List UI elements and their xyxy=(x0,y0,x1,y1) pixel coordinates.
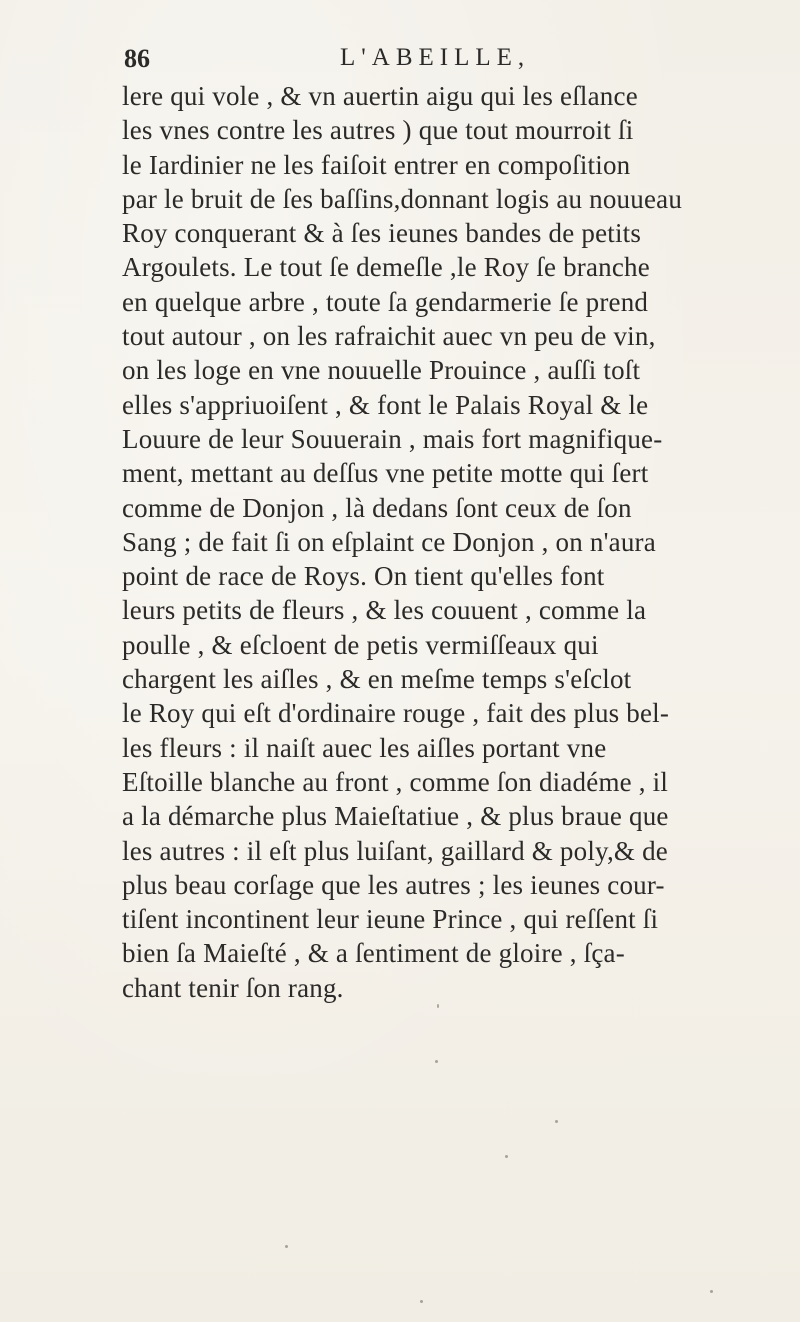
text-line: les autres : il eſt plus luiſant, gaillard & poly,& de xyxy=(122,835,668,866)
text-line: lere qui vole , & vn auertin aigu qui les eſlance xyxy=(122,81,638,111)
paper-speck xyxy=(435,1060,438,1063)
text-line: en quelque arbre , toute ſa gendarmerie ſe prend xyxy=(122,286,649,317)
text-line: point de race de Roys. On tient qu'elles font xyxy=(122,561,605,592)
running-head: L'ABEILLE, xyxy=(340,44,531,71)
text-line: le Iardinier ne les faiſoit entrer en compoſition xyxy=(122,149,631,180)
body-text xyxy=(122,79,800,1005)
paper-speck xyxy=(437,1004,439,1008)
text-line: on les loge en vne nouuelle Prouince , auſſi toſt xyxy=(122,355,641,386)
text-line: poulle , & eſcloent de petis vermiſſeaux qui xyxy=(122,629,599,660)
text-line: tout autour , on les rafraichit auec vn peu de vin, xyxy=(122,321,656,352)
text-line: chant tenir ſon rang. xyxy=(122,972,344,1003)
text-line: les fleurs : il naiſt auec les aiſles portant vne xyxy=(122,732,607,763)
text-line: Roy conquerant & à ſes ieunes bandes de petits xyxy=(122,218,642,249)
text-line: Eſtoille blanche au front , comme ſon diadéme , il xyxy=(122,766,669,797)
text-line: comme de Donjon , là dedans ſont ceux de ſon xyxy=(122,492,632,523)
text-line: elles s'appriuoiſent , & font le Palais Royal & le xyxy=(122,389,649,420)
page-number: 86 xyxy=(124,44,150,73)
text-line: leurs petits de fleurs , & les couuent , comme la xyxy=(122,595,647,626)
text-line: Argoulets. Le tout ſe demeſle ,le Roy ſe branche xyxy=(122,252,650,283)
text-line: tiſent incontinent leur ieune Prince , qui reſſent ſi xyxy=(122,904,659,935)
paper-speck xyxy=(285,1245,288,1248)
paper-speck xyxy=(505,1155,508,1158)
text-line: par le bruit de ſes baſſins,donnant logis au nouueau xyxy=(122,183,683,214)
text-line: chargent les aiſles , & en meſme temps s'eſclot xyxy=(122,664,632,695)
text-line: Louure de leur Souuerain , mais fort magnifique- xyxy=(122,423,663,454)
paper-speck xyxy=(555,1120,558,1123)
text-line: plus beau corſage que les autres ; les ieunes cour- xyxy=(122,869,665,900)
text-line: le Roy qui eſt d'ordinaire rouge , fait des plus bel- xyxy=(122,698,670,729)
text-line: Sang ; de fait ſi on eſplaint ce Donjon , on n'aura xyxy=(122,526,656,557)
text-line: a la démarche plus Maieſtatiue , & plus braue que xyxy=(122,801,669,832)
page-header xyxy=(120,44,740,80)
text-line: ment, mettant au deſſus vne petite motte qui ſert xyxy=(122,458,649,489)
text-line: les vnes contre les autres ) que tout mourroit ſi xyxy=(122,115,634,146)
paper-speck xyxy=(710,1290,713,1293)
text-line: bien ſa Maieſté , & a ſentiment de gloire , ſça- xyxy=(122,938,625,969)
paper-speck xyxy=(420,1300,423,1303)
